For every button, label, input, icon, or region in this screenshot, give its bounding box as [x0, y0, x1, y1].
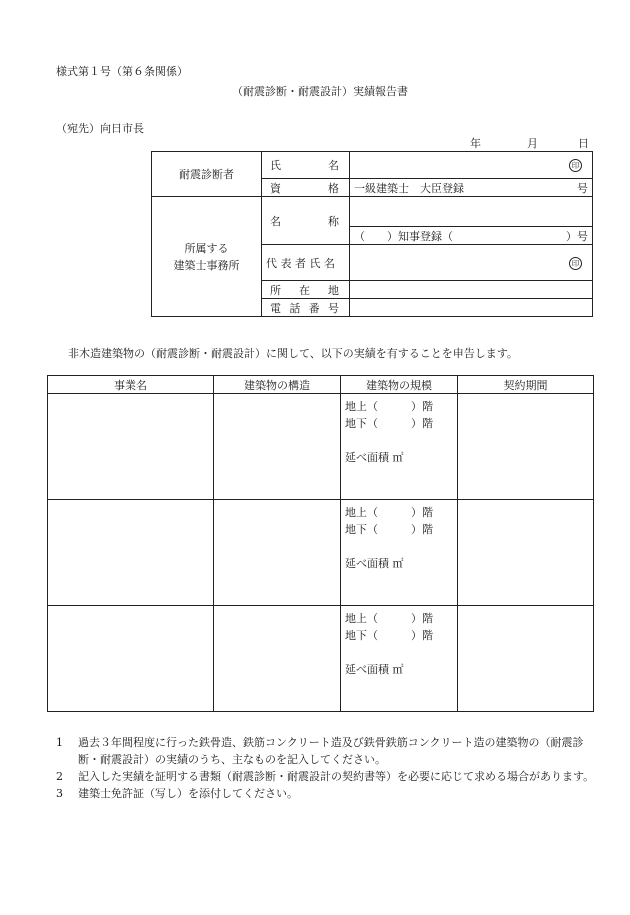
note-item: 3 建築士免許証（写し）を添付してください。	[56, 787, 298, 800]
table-row	[48, 394, 594, 500]
project-name-cell[interactable]	[48, 500, 214, 606]
applicant-table	[151, 151, 593, 317]
diagnostician-header: 耐震診断者	[152, 152, 262, 197]
date-year-label: 年	[470, 137, 481, 150]
name-field[interactable]	[350, 152, 593, 179]
representative-field[interactable]	[350, 245, 593, 281]
project-name-cell[interactable]	[48, 606, 214, 712]
structure-cell[interactable]	[214, 394, 341, 500]
contract-period-cell[interactable]	[458, 500, 594, 606]
qualification-field[interactable]: 一級建築士 大臣登録 号	[350, 179, 593, 197]
phone-label: 電 話 番 号	[262, 299, 350, 317]
qualification-label: 資 格	[262, 179, 350, 197]
column-header-structure: 建築物の構造	[214, 376, 341, 394]
form-number: 様式第１号（第６条関係）	[56, 65, 188, 78]
date-day-label: 日	[578, 137, 589, 150]
scale-cell[interactable]: 地上（ ）階 地下（ ）階 延べ面積 ㎡	[341, 606, 458, 712]
structure-cell[interactable]	[214, 500, 341, 606]
project-name-cell[interactable]	[48, 394, 214, 500]
scale-cell[interactable]: 地上（ ）階 地下（ ）階 延べ面積 ㎡	[341, 394, 458, 500]
records-table	[47, 375, 594, 712]
governor-registration-field[interactable]: （ ）知事登録（ ）号	[350, 227, 593, 245]
column-header-contract-period: 契約期間	[458, 376, 594, 394]
office-header: 所属する 建築士事務所	[152, 197, 262, 317]
date-month-label: 月	[527, 137, 538, 150]
office-name-field[interactable]	[350, 197, 593, 227]
notes-section	[56, 734, 596, 802]
contract-period-cell[interactable]	[458, 606, 594, 712]
office-name-label: 名 称	[262, 197, 350, 245]
table-row	[48, 606, 594, 712]
structure-cell[interactable]	[214, 606, 341, 712]
page-title: （耐震診断・耐震設計）実績報告書	[232, 85, 408, 98]
seal-mark: 印	[569, 257, 582, 270]
note-item: 2 記入した実績を証明する書類（耐震診断・耐震設計の契約書等）を必要に応じて求める場合があります。	[56, 770, 595, 783]
address-field[interactable]	[350, 281, 593, 299]
name-label: 氏 名	[262, 152, 350, 179]
column-header-project-name: 事業名	[48, 376, 214, 394]
phone-field[interactable]	[350, 299, 593, 317]
note-item: 1 過去３年間程度に行った鉄骨造、鉄筋コンクリート造及び鉄骨鉄筋コンクリート造の建築物の（耐震診断・耐震設計）の実績のうち、主なものを記入してください。	[56, 736, 584, 766]
addressee: （宛先）向日市長	[56, 122, 144, 135]
table-row	[48, 500, 594, 606]
declaration-text: 非木造建築物の（耐震診断・耐震設計）に関して、以下の実績を有することを申告します。	[68, 347, 518, 360]
contract-period-cell[interactable]	[458, 394, 594, 500]
column-header-scale: 建築物の規模	[341, 376, 458, 394]
representative-label: 代 表 者 氏 名	[262, 245, 350, 281]
address-label: 所 在 地	[262, 281, 350, 299]
scale-cell[interactable]: 地上（ ）階 地下（ ）階 延べ面積 ㎡	[341, 500, 458, 606]
seal-mark: 印	[569, 159, 582, 172]
